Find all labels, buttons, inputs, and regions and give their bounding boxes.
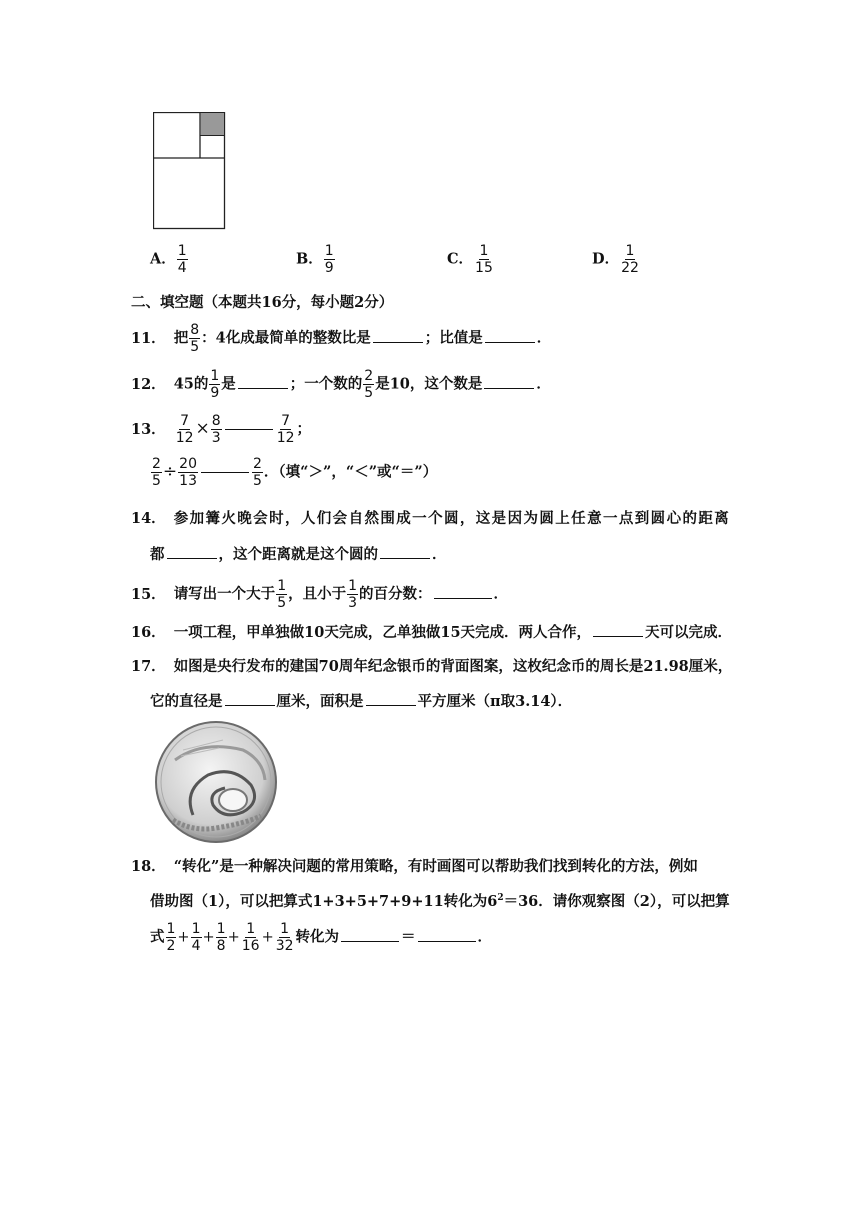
answer-blank[interactable]: [418, 927, 476, 942]
answer-blank[interactable]: [593, 622, 643, 637]
commemorative-coin-image: [153, 720, 279, 844]
question-15: 15． 请写出一个大于 $\frac{1}{5}$ ，且小于 $\frac{1}{3}$ 的百分数： ．: [131, 578, 509, 611]
answer-blank[interactable]: [167, 544, 217, 559]
question-13-line-1: 13． $\frac{7}{12}$ × $\frac{8}{3}$ $\frac{7}{12}$ ；: [131, 413, 312, 446]
question-16: 16． 一项工程，甲单独做10天完成，乙单独做15天完成．两人合作， 天可以完成．: [131, 624, 733, 641]
answer-blank[interactable]: [341, 927, 399, 942]
answer-blank[interactable]: [485, 328, 535, 343]
question-11: 11． 把 $\frac{8}{5}$ ：4化成最简单的整数比是 ；比值是 ．: [131, 322, 552, 355]
question-17-line-1: 17． 如图是央行发布的建国70周年纪念银币的背面图案，这枚纪念币的周长是21.98厘米，: [131, 658, 733, 675]
option-d[interactable]: D． $\frac{1}{22}$: [592, 243, 639, 276]
question-12: 12． 45的 $\frac{1}{9}$ 是 ；一个数的 $\frac{2}{5}$ 是10，这个数是 ．: [131, 368, 551, 401]
answer-blank[interactable]: [434, 584, 492, 599]
compare-blank[interactable]: [225, 429, 273, 430]
question-18-line-2: 借助图（1），可以把算式1+3+5+7+9+11转化为$6^2=36$．请你观察图（2），可以把算: [150, 893, 730, 910]
question-13-line-2: $\frac{2}{5}$ ÷ $\frac{20}{13}$ $\frac{2}{5}$ ．（填“＞”，“＜”或“＝”）: [152, 456, 438, 489]
section-header: 二、填空题（本题共16分，每小题2分）: [131, 294, 394, 311]
answer-blank[interactable]: [238, 374, 288, 389]
answer-blank[interactable]: [373, 328, 423, 343]
compare-blank[interactable]: [201, 472, 249, 473]
answer-blank[interactable]: [380, 544, 430, 559]
question-17-line-2: 它的直径是 厘米，面积是 平方厘米（π取3.14）．: [150, 693, 573, 710]
option-c[interactable]: C． $\frac{1}{15}$: [447, 243, 493, 276]
question-14-line-2: 都 ，这个距离就是这个圆的 ．: [150, 546, 447, 563]
question-18-line-1: 18． “转化”是一种解决问题的常用策略，有时画图可以帮助我们找到转化的方法，例如: [131, 858, 698, 875]
question-14-line-1: 14． 参加篝火晚会时，人们会自然围成一个圆，这是因为圆上任意一点到圆心的距离: [131, 510, 731, 527]
fraction-rectangle-figure: [153, 112, 226, 230]
question-18-line-3: 式 $\frac{1}{2}$ + $\frac{1}{4}$ + $\frac{1}{8}$ + $\frac{1}{16}$ + $\frac{1}{32}$ 转化为 ＝ ．: [150, 921, 493, 954]
option-b[interactable]: B． $\frac{1}{9}$: [296, 243, 334, 276]
answer-blank[interactable]: [225, 691, 275, 706]
answer-blank[interactable]: [484, 374, 534, 389]
answer-blank[interactable]: [366, 691, 416, 706]
option-a[interactable]: A． $\frac{1}{4}$: [150, 243, 187, 276]
